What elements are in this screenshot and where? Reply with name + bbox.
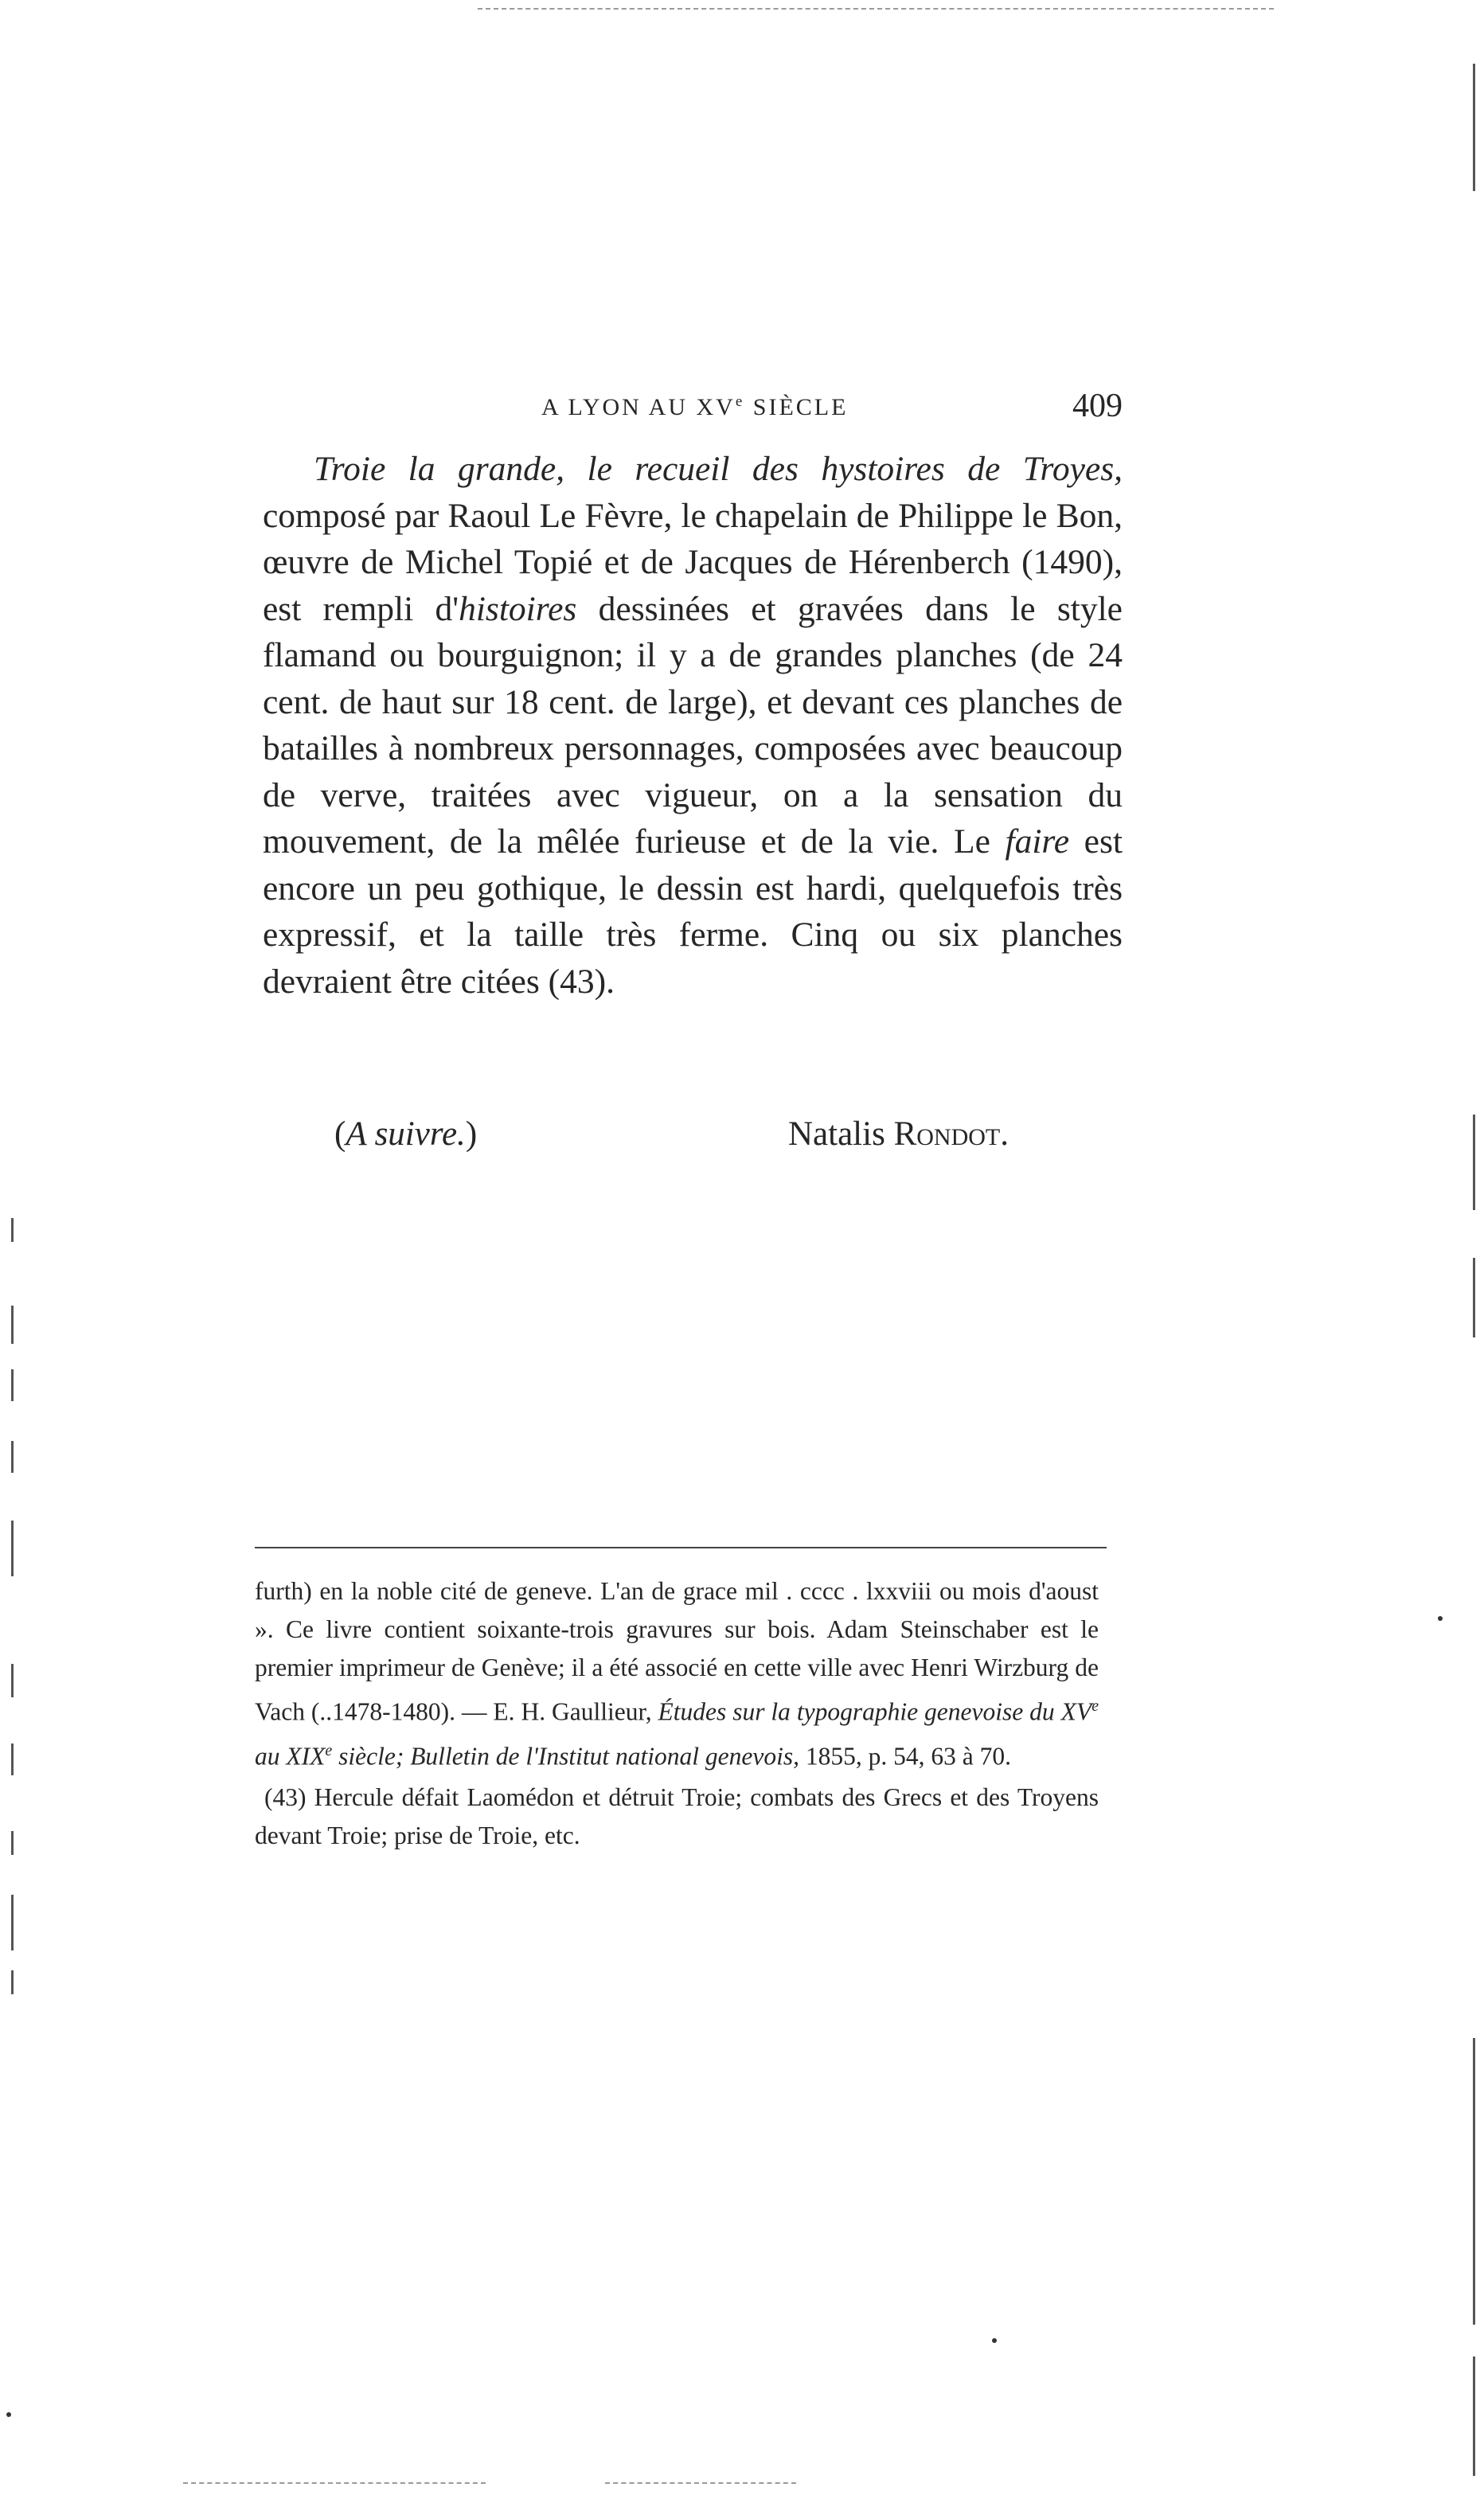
ink-speck	[6, 2412, 11, 2417]
margin-mark	[1473, 2356, 1475, 2476]
paragraph: Troie la grande, le recueil des hystoires de Troyes, composé par Raoul Le Fèvre, le chapelain de Philippe le Bon, œuvre de Michel Topié et de Jacques de Hérenberch (1490), est rempli d'histoires dessinées et gravées dans le style flamand ou bourguignon; il y a de grandes planches (de 24 cent. de haut sur 18 cent. de large), et devant ces planches de batailles à nombreux personnages, composées avec beaucoup de verve, traitées avec vigueur, on a la sensation du mouvement, de la mêlée furieuse et de la vie. Le faire est encore un peu gothique, le dessin est hardi, quelquefois très expressif, et la taille très ferme. Cinq ou six planches devraient être citées (43).	[263, 450, 1123, 1001]
page-number: 409	[1072, 388, 1123, 424]
ink-speck	[992, 2338, 997, 2343]
signoff	[263, 1115, 1123, 1162]
footnote-rule	[255, 1547, 1107, 1548]
margin-mark	[11, 1369, 14, 1401]
page-header	[263, 390, 1123, 438]
margin-mark	[1473, 1258, 1475, 1337]
margin-mark	[1473, 2038, 1475, 2325]
scan-edge-top	[478, 8, 1274, 10]
footnote-43: (43) Hercule défait Laomédon et détruit Troie; combats des Grecs et des Troyens devant Troie; prise de Troie, etc.	[255, 1783, 1099, 1849]
margin-mark	[11, 1743, 14, 1775]
emphasis-faire: faire	[1005, 822, 1070, 861]
emphasis-histoires: histoires	[459, 589, 577, 628]
footnotes	[255, 1572, 1099, 1858]
margin-mark	[11, 1895, 14, 1950]
body-text	[263, 446, 1123, 1005]
footnote-42-continued: furth) en la noble cité de geneve. L'an de grace mil . cccc . lxxviii ou mois d'aoust ». Ce livre contient soixante-trois gravures sur bois. Adam Steinschaber est le premier imprimeur de Genève; il a été associé en cette ville avec Henri Wirzburg de Vach (..1478-1480). — E. H. Gaullieur, Études sur la typographie genevoise du XVe au XIXe siècle; Bulletin de l'Institut national genevois, 1855, p. 54, 63 à 70.	[255, 1577, 1099, 1770]
running-title: A LYON AU XVe SIÈCLE	[541, 393, 849, 420]
margin-mark	[11, 1970, 14, 1994]
margin-mark	[11, 1218, 14, 1242]
margin-mark	[11, 1521, 14, 1576]
book-title: Troie la grande, le recueil des hystoires de Troyes,	[314, 450, 1123, 488]
margin-mark	[11, 1831, 14, 1855]
margin-mark	[11, 1664, 14, 1697]
margin-mark	[1473, 64, 1475, 191]
scan-edge-bottom-left	[183, 2482, 486, 2484]
scan-edge-bottom-mid	[605, 2482, 796, 2484]
running-title-superscript: e	[735, 393, 745, 410]
ink-speck	[1438, 1616, 1443, 1621]
author-signature: Natalis Rondot.	[788, 1115, 1009, 1153]
to-be-continued: (A suivre.)	[334, 1115, 478, 1153]
margin-mark	[11, 1441, 14, 1473]
margin-mark	[11, 1306, 14, 1344]
margin-mark	[1473, 1115, 1475, 1210]
